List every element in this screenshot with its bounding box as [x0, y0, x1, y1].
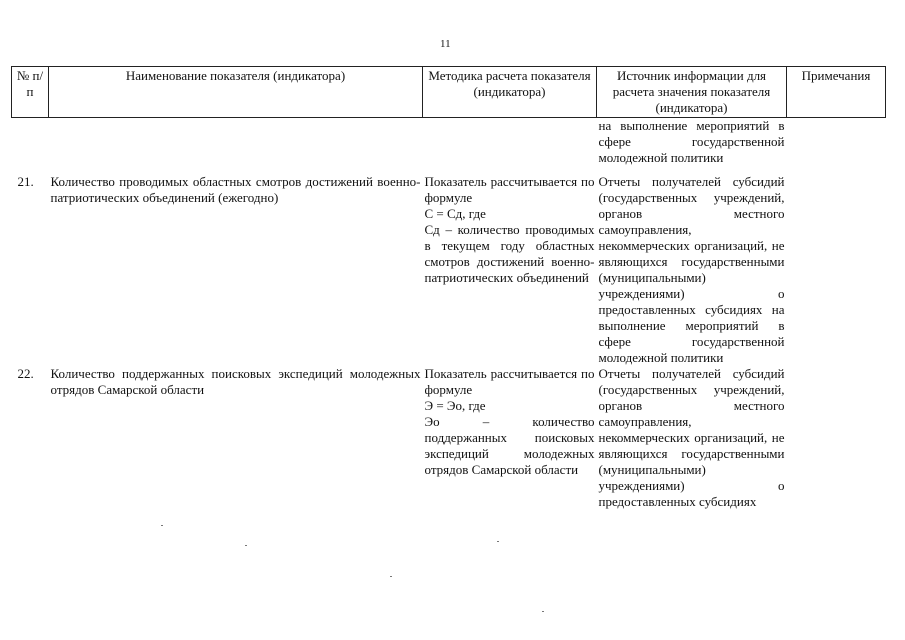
row-number: 21.	[17, 174, 34, 189]
method-intro: Показатель рассчитывается по формуле	[424, 366, 595, 397]
scan-speck	[390, 576, 392, 577]
table-header-row	[12, 67, 886, 118]
method-description: Сд – количество проводимых в текущем году областных смотров достижений военно-патриотических объединений	[424, 222, 595, 285]
header-num: № п/п	[12, 67, 49, 118]
indicators-table	[11, 66, 886, 510]
scan-speck	[161, 525, 163, 526]
source-continuation: на выполнение мероприятий в сфере государственной молодежной политики	[598, 118, 785, 165]
continuation-row	[12, 118, 886, 167]
notes-cell	[787, 174, 886, 366]
header-name: Наименование показателя (индикатора)	[49, 67, 423, 118]
scan-speck	[542, 611, 544, 612]
source-cell: Отчеты получателей субсидий (государственных учреждений, органов местного самоуправления, некоммерческих организаций, не являющихся государственными (муниципальными) учреждениями) о предоставленных субсидиях на выполнение мероприятий в сфере государственной молодежной политики	[598, 174, 785, 365]
method-description: Эо – количество поддержанных поисковых экспедиций молодежных отрядов Самарской области	[424, 414, 595, 477]
row-number: 22.	[17, 366, 34, 381]
header-notes: Примечания	[787, 67, 886, 118]
notes-cell	[787, 366, 886, 510]
method-intro: Показатель рассчитывается по формуле	[424, 174, 595, 205]
table-row	[12, 366, 886, 510]
method-formula: С = Сд, где	[424, 206, 486, 221]
header-method: Методика расчета показателя (индикатора)	[423, 67, 597, 118]
page-number: 11	[440, 38, 451, 50]
table-row	[12, 174, 886, 366]
method-cell	[423, 366, 597, 510]
indicator-name: Количество поддержанных поисковых экспедиций молодежных отрядов Самарской области	[50, 366, 421, 397]
scan-speck	[497, 541, 499, 542]
source-cell: Отчеты получателей субсидий (государственных учреждений, органов местного самоуправления, некоммерческих организаций, не являющихся государственными (муниципальными) учреждениями) о предоставленных субсидиях	[598, 366, 785, 509]
scan-speck	[245, 545, 247, 546]
method-formula: Э = Эо, где	[424, 398, 486, 413]
method-cell	[423, 174, 597, 366]
indicator-name: Количество проводимых областных смотров достижений военно-патриотических объединений (ежегодно)	[50, 174, 421, 205]
header-source: Источник информации для расчета значения показателя (индикатора)	[597, 67, 787, 118]
